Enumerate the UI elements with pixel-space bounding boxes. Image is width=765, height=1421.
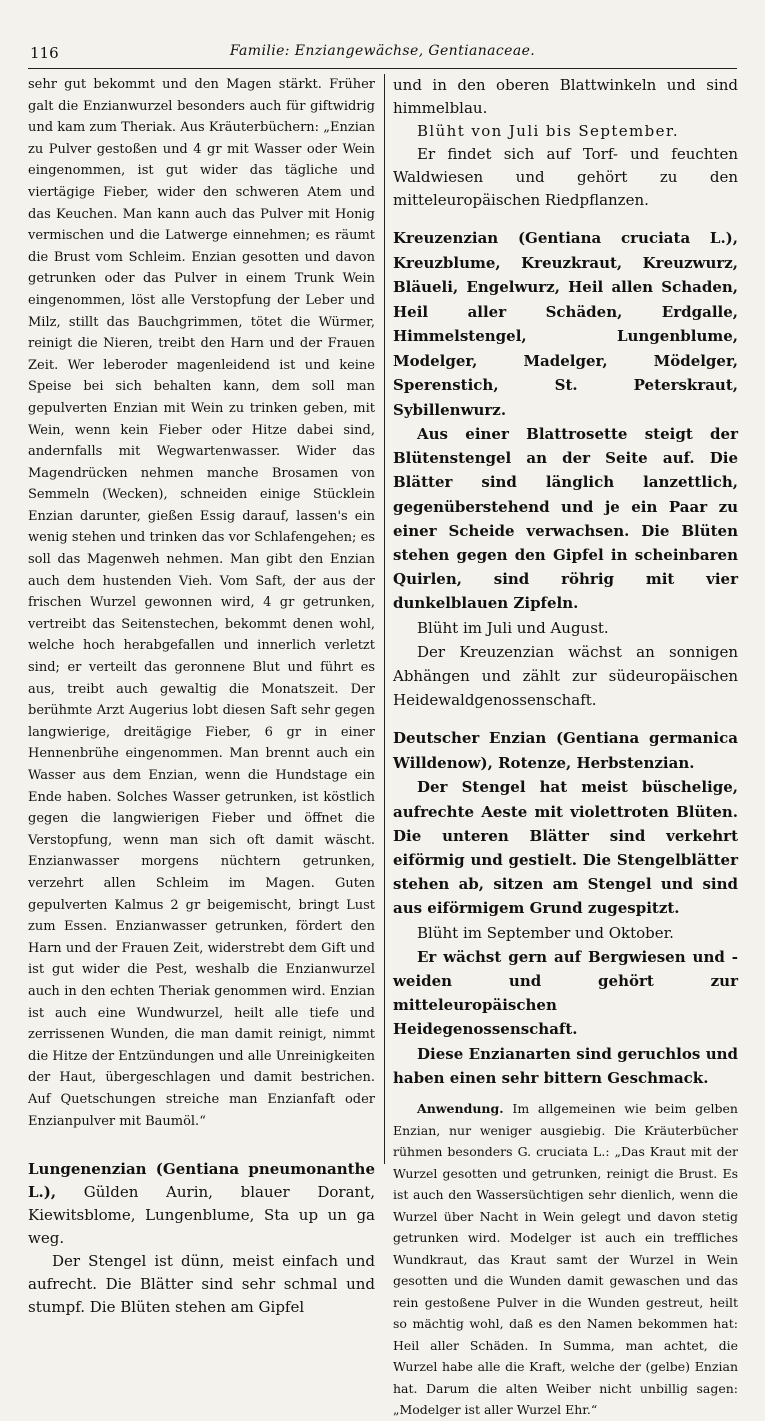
page-number: 116 bbox=[30, 44, 59, 62]
entry-title: Deutscher Enzian (Gentiana germanica Willdenow), bbox=[393, 729, 738, 772]
usage-text: Im allgemeinen wie beim gelben Enzian, nur weniger ausgiebig. Die Kräuterbücher rühmen besonders G. cruciata L.: „Das Kraut mit der Wurzel gesotten und getrunken, reinigt die Brust. Es ist auch den Wassersüchtigen sehr dienlich, wenn die Wurzel über Nacht in Wein gelegt und davon stetig getrunken wird. Modelger ist auch ein treffliches Wundkraut, das Kraut samt der Wurzel in Wein gesotten und die Wunden damit gewaschen und das rein gestoßene Pulver in die Wunden gestreut, heilt so mächtig wohl, daß es den Namen bekommen hat: Heil aller Schäden. In Summa, man achtet, die Wurzel habe alle die Kraft, welche der (gelbe) Enzian hat. Darum die alten Weiber nicht unbillig sagen: „Modelger ist aller Wurzel Ehr.“ bbox=[393, 1101, 738, 1418]
continued-paragraph: sehr gut bekommt und den Magen stärkt. Früher galt die Enzianwurzel besonders auch für giftwidrig und kam zum Theriak. Aus Kräuterbüchern: „Enzian zu Pulver gestoßen und 4 gr mit Wasser oder Wein eingenommen, ist gut wider das tägliche und viertägige Fieber, wider den schweren Atem und das Keuchen. Man kann auch das Pulver mit Honig vermischen und die Latwerge einnehmen; es räumt die Brust vom Schleim. Enzian gesotten und davon getrunken oder das Pulver in einem Trunk Wein eingenommen, löst alle Verstopfung der Leber und Milz, stillt das Bauchgrimmen, tötet die Würmer, reinigt die Nieren, treibt den Harn und der Frauen Zeit. Wer leberoder magenleidend ist und keine Speise bei sich behalten kann, dem soll man gepulverten Enzian mit Wein zu trinken geben, mit Wein, wenn kein Fieber oder Hitze dabei sind, andernfalls mit Wegwartenwasser. Wider das Magendrücken nehmen manche Brosamen von Semmeln (Wecken), schneiden einige Stücklein Enzian darunter, gießen Essig darauf, lassen's ein wenig stehen und trinken das vor Schlafengehen; es soll das Magenweh nehmen. Man gibt den Enzian auch dem hustenden Vieh. Vom Saft, der aus der frischen Wurzel gewonnen wird, 4 gr getrunken, vertreibt das Seitenstechen, bekommt denen wohl, welche hoch herabgefallen und innerlich verletzt sind; er verteilt das geronnene Blut und führt es aus, treibt auch gewaltig die Monatszeit. Der berühmte Arzt Augerius lobt diesen Saft sehr gegen langwierige, dreitägige Fieber, 6 gr in einer Hennenbrühe eingenommen. Man brennt auch ein Wasser aus dem Enzian, wenn die Hundstage ein Ende haben. Solches Wasser getrunken, ist köstlich gegen die langwierigen Fieber und öffnet die Verstopfung, wenn man sich oft damit wäscht. Enzianwasser morgens nüchtern getrunken, verzehrt allen Schleim im Magen. Guten gepulverten Kalmus 2 gr beigemischt, bringt Lust zum Essen. Enzianwasser getrunken, fördert den Harn und der Frauen Zeit, widerstrebt dem Gift und ist gut wider die Pest, weshalb die Enzianwurzel auch in den echten Theriak genommen wird. Enzian ist auch eine Wundwurzel, heilt alle tiefe und zerrissenen Wunden, die man damit reinigt, nimmt die Hitze der Entzündungen und alle Unreinigkeiten der Haut, übergeschlagen und damit bestrichen. Auf Quetschungen streiche man Enzianfaft oder Enzianpulver mit Baumöl.“ bbox=[28, 77, 375, 1129]
running-title: Familie: Enziangewächse, Gentianaceae. bbox=[229, 43, 536, 59]
entry-heading-kreuzenzian bbox=[393, 226, 738, 422]
entry-synonyms: Rotenze, Herbstenzian. bbox=[498, 753, 695, 772]
entry-synonyms: Gülden Aurin, blauer Dorant, Kiewitsblome, Lungenblume, Sta up un ga weg. bbox=[28, 1183, 375, 1248]
summary: Diese Enzianarten sind geruchlos und haben einen sehr bittern Geschmack. bbox=[393, 1044, 738, 1087]
page-header bbox=[28, 40, 737, 69]
habitat: Er findet sich auf Torf- und feuchten Waldwiesen und gehört zu den mitteleuropäischen Riedpflanzen. bbox=[393, 145, 738, 209]
right-column bbox=[393, 74, 738, 1421]
entry-heading-deutscher-enzian bbox=[393, 726, 738, 775]
usage-paragraph bbox=[393, 1098, 738, 1421]
column-divider bbox=[384, 74, 385, 1164]
bloom-time: Blüht im September und Oktober. bbox=[417, 923, 674, 942]
bloom-time: Blüht im Juli und August. bbox=[417, 618, 609, 637]
bloom-time: Blüht von Juli bis September. bbox=[417, 122, 680, 140]
entry-title: Lungenenzian (Gentiana pneumonanthe L.), bbox=[28, 1160, 375, 1202]
left-column bbox=[28, 74, 375, 1319]
usage-label: Anwendung. bbox=[417, 1101, 504, 1117]
entry-synonyms: Kreuzblume, Kreuzkraut, Kreuzwurz, Bläueli, Engelwurz, Heil allen Schaden, Heil aller Schäden, Erdgalle, Himmelstengel, Lungenblume, Modelger, Madelger, Mödelger, Sperenstich, St. Peterskraut, Sybillenwurz. bbox=[393, 253, 738, 419]
entry-description: Aus einer Blattrosette steigt der Blütenstengel an der Seite auf. Die Blätter sind länglich lanzettlich, gegenüberstehend und je ein Paar zu einer Scheide verwachsen. Die Blüten stehen gegen den Gipfel in scheinbaren Quirlen, sind röhrig mit vier dunkelblauen Zipfeln. bbox=[393, 425, 738, 613]
continued-description: und in den oberen Blattwinkeln und sind himmelblau. bbox=[393, 76, 738, 117]
entry-description: Der Stengel ist dünn, meist einfach und aufrecht. Die Blätter sind sehr schmal und stumpf. Die Blüten stehen am Gipfel bbox=[28, 1252, 375, 1317]
entry-description: Der Stengel hat meist büschelige, aufrechte Aeste mit violettroten Blüten. Die unteren Blätter sind verkehrt eiförmig und gestielt. Die Stengelblätter stehen ab, sitzen am Stengel und sind aus eiförmigem Grund zugespitzt. bbox=[393, 778, 738, 918]
habitat: Er wächst gern auf Bergwiesen und -weiden und gehört zur mitteleuropäischen Heidegenossenschaft. bbox=[393, 947, 738, 1039]
entry-heading-lungenenzian bbox=[28, 1158, 375, 1250]
entry-title: Kreuzenzian (Gentiana cruciata L.), bbox=[393, 229, 738, 247]
habitat: Der Kreuzenzian wächst an sonnigen Abhängen und zählt zur südeuropäischen Heidewaldgenossenschaft. bbox=[393, 642, 738, 710]
